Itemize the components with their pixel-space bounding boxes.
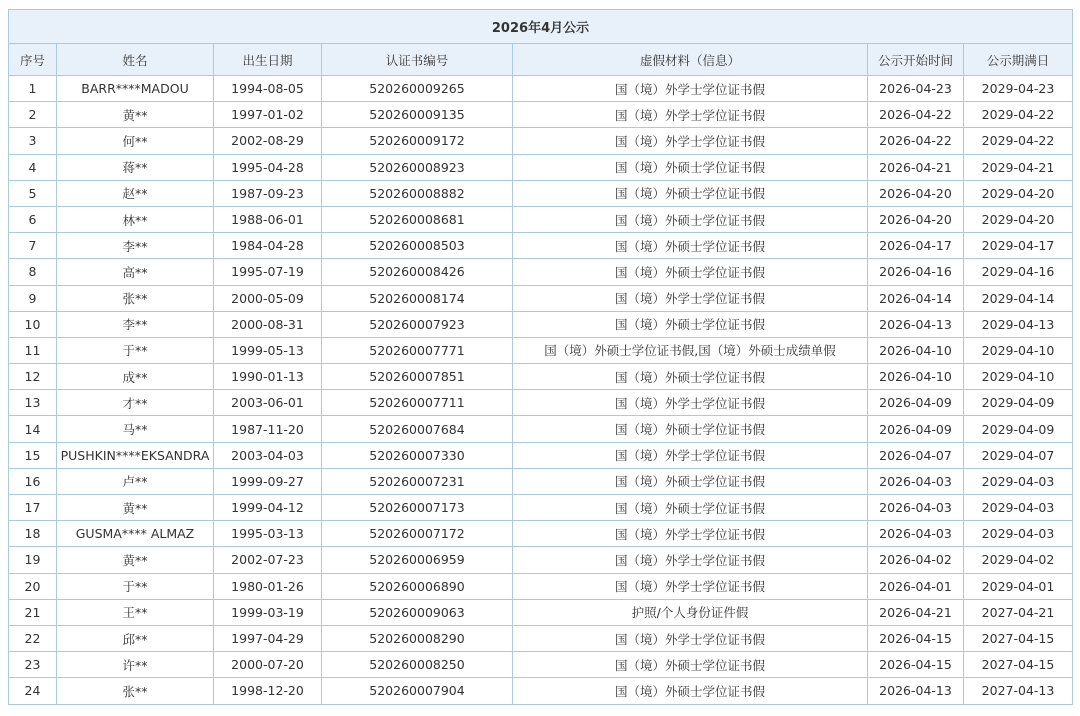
cell-birthdate: 2002-07-23 [214,547,322,573]
table-row [9,495,1073,521]
cell-start-date: 2026-04-10 [868,337,964,363]
table-row [9,573,1073,599]
table-row [9,599,1073,625]
cell-index: 11 [9,337,57,363]
cell-false-material: 国（境）外学士学位证书假 [513,76,868,102]
cell-certificate-number: 520260008882 [322,180,513,206]
cell-end-date: 2029-04-20 [964,206,1073,232]
cell-index: 4 [9,154,57,180]
cell-birthdate: 1997-04-29 [214,625,322,651]
cell-index: 8 [9,259,57,285]
cell-birthdate: 1984-04-28 [214,233,322,259]
cell-end-date: 2029-04-09 [964,416,1073,442]
cell-index: 17 [9,495,57,521]
cell-birthdate: 1987-09-23 [214,180,322,206]
table-body [9,76,1073,705]
cell-index: 13 [9,390,57,416]
cell-start-date: 2026-04-09 [868,416,964,442]
column-header-start-date: 公示开始时间 [868,44,964,76]
cell-index: 5 [9,180,57,206]
cell-birthdate: 1995-07-19 [214,259,322,285]
cell-start-date: 2026-04-23 [868,76,964,102]
cell-name: 黄** [57,495,214,521]
cell-index: 14 [9,416,57,442]
cell-birthdate: 1997-01-02 [214,102,322,128]
cell-name: 许** [57,652,214,678]
cell-start-date: 2026-04-14 [868,285,964,311]
cell-name: 于** [57,573,214,599]
cell-end-date: 2029-04-17 [964,233,1073,259]
cell-birthdate: 1999-05-13 [214,337,322,363]
cell-false-material: 国（境）外学士学位证书假 [513,442,868,468]
cell-certificate-number: 520260008250 [322,652,513,678]
cell-false-material: 国（境）外学士学位证书假 [513,625,868,651]
table-row [9,390,1073,416]
cell-certificate-number: 520260006890 [322,573,513,599]
cell-birthdate: 2003-06-01 [214,390,322,416]
cell-start-date: 2026-04-17 [868,233,964,259]
cell-certificate-number: 520260008681 [322,206,513,232]
cell-false-material: 国（境）外学士学位证书假 [513,128,868,154]
table-row [9,233,1073,259]
cell-start-date: 2026-04-20 [868,206,964,232]
cell-index: 6 [9,206,57,232]
column-header-certificate-number: 认证书编号 [322,44,513,76]
cell-birthdate: 2002-08-29 [214,128,322,154]
cell-start-date: 2026-04-13 [868,311,964,337]
cell-start-date: 2026-04-15 [868,625,964,651]
cell-false-material: 护照/个人身份证件假 [513,599,868,625]
cell-certificate-number: 520260007851 [322,364,513,390]
cell-certificate-number: 520260009265 [322,76,513,102]
cell-birthdate: 1990-01-13 [214,364,322,390]
cell-name: 张** [57,678,214,704]
cell-end-date: 2029-04-07 [964,442,1073,468]
cell-end-date: 2029-04-10 [964,364,1073,390]
cell-false-material: 国（境）外硕士学位证书假 [513,468,868,494]
cell-birthdate: 1994-08-05 [214,76,322,102]
cell-false-material: 国（境）外硕士学位证书假 [513,154,868,180]
cell-certificate-number: 520260007771 [322,337,513,363]
cell-start-date: 2026-04-16 [868,259,964,285]
cell-index: 23 [9,652,57,678]
column-header-end-date: 公示期满日 [964,44,1073,76]
table-row [9,625,1073,651]
cell-false-material: 国（境）外学士学位证书假 [513,573,868,599]
cell-end-date: 2027-04-13 [964,678,1073,704]
cell-false-material: 国（境）外硕士学位证书假 [513,311,868,337]
cell-name: 成** [57,364,214,390]
cell-false-material: 国（境）外硕士学位证书假 [513,652,868,678]
table-row [9,416,1073,442]
cell-name: 张** [57,285,214,311]
notice-table-container [8,9,1072,705]
cell-certificate-number: 520260006959 [322,547,513,573]
table-row [9,311,1073,337]
cell-start-date: 2026-04-22 [868,128,964,154]
table-row [9,337,1073,363]
cell-end-date: 2029-04-03 [964,495,1073,521]
cell-start-date: 2026-04-21 [868,599,964,625]
cell-false-material: 国（境）外学士学位证书假 [513,102,868,128]
cell-certificate-number: 520260009063 [322,599,513,625]
table-row [9,128,1073,154]
cell-birthdate: 2000-07-20 [214,652,322,678]
cell-certificate-number: 520260009172 [322,128,513,154]
cell-index: 12 [9,364,57,390]
cell-index: 7 [9,233,57,259]
cell-name: 高** [57,259,214,285]
table-row [9,180,1073,206]
cell-certificate-number: 520260007231 [322,468,513,494]
table-caption-row [9,10,1073,44]
table-row [9,76,1073,102]
column-header-name: 姓名 [57,44,214,76]
cell-name: BARR****MADOU [57,76,214,102]
cell-end-date: 2027-04-15 [964,652,1073,678]
cell-start-date: 2026-04-03 [868,495,964,521]
table-caption: 2026年4月公示 [9,10,1073,44]
cell-start-date: 2026-04-15 [868,652,964,678]
cell-certificate-number: 520260007172 [322,521,513,547]
cell-false-material: 国（境）外硕士学位证书假 [513,180,868,206]
cell-name: 蒋** [57,154,214,180]
table-header-row [9,44,1073,76]
table-row [9,678,1073,704]
cell-index: 18 [9,521,57,547]
cell-index: 15 [9,442,57,468]
cell-start-date: 2026-04-10 [868,364,964,390]
cell-start-date: 2026-04-22 [868,102,964,128]
cell-start-date: 2026-04-07 [868,442,964,468]
cell-name: 于** [57,337,214,363]
cell-end-date: 2029-04-23 [964,76,1073,102]
cell-false-material: 国（境）外硕士学位证书假 [513,495,868,521]
cell-false-material: 国（境）外学士学位证书假 [513,285,868,311]
cell-birthdate: 1995-04-28 [214,154,322,180]
cell-start-date: 2026-04-02 [868,547,964,573]
cell-start-date: 2026-04-13 [868,678,964,704]
cell-end-date: 2029-04-14 [964,285,1073,311]
cell-birthdate: 1999-04-12 [214,495,322,521]
cell-name: 林** [57,206,214,232]
cell-birthdate: 1999-09-27 [214,468,322,494]
cell-name: PUSHKIN****EKSANDRA [57,442,214,468]
cell-name: 李** [57,233,214,259]
table-row [9,285,1073,311]
cell-start-date: 2026-04-20 [868,180,964,206]
cell-start-date: 2026-04-21 [868,154,964,180]
cell-name: 才** [57,390,214,416]
cell-name: 卢** [57,468,214,494]
cell-certificate-number: 520260008923 [322,154,513,180]
cell-false-material: 国（境）外硕士学位证书假 [513,416,868,442]
cell-false-material: 国（境）外硕士学位证书假 [513,206,868,232]
cell-name: 邱** [57,625,214,651]
cell-index: 20 [9,573,57,599]
cell-false-material: 国（境）外硕士学位证书假 [513,678,868,704]
cell-end-date: 2027-04-15 [964,625,1073,651]
cell-birthdate: 1999-03-19 [214,599,322,625]
cell-certificate-number: 520260007923 [322,311,513,337]
cell-end-date: 2027-04-21 [964,599,1073,625]
table-row [9,102,1073,128]
cell-end-date: 2029-04-16 [964,259,1073,285]
cell-name: 马** [57,416,214,442]
cell-index: 10 [9,311,57,337]
notice-table [8,9,1073,705]
cell-end-date: 2029-04-22 [964,128,1073,154]
cell-index: 16 [9,468,57,494]
cell-birthdate: 1987-11-20 [214,416,322,442]
cell-certificate-number: 520260007173 [322,495,513,521]
cell-certificate-number: 520260008290 [322,625,513,651]
table-row [9,259,1073,285]
cell-certificate-number: 520260008426 [322,259,513,285]
cell-false-material: 国（境）外学士学位证书假 [513,390,868,416]
cell-birthdate: 1995-03-13 [214,521,322,547]
cell-certificate-number: 520260007330 [322,442,513,468]
cell-name: 赵** [57,180,214,206]
table-row [9,154,1073,180]
cell-index: 1 [9,76,57,102]
cell-birthdate: 1980-01-26 [214,573,322,599]
table-row [9,468,1073,494]
cell-index: 19 [9,547,57,573]
cell-certificate-number: 520260009135 [322,102,513,128]
cell-index: 9 [9,285,57,311]
cell-index: 3 [9,128,57,154]
cell-start-date: 2026-04-01 [868,573,964,599]
cell-name: 何** [57,128,214,154]
cell-certificate-number: 520260007904 [322,678,513,704]
table-row [9,547,1073,573]
cell-birthdate: 1998-12-20 [214,678,322,704]
cell-end-date: 2029-04-20 [964,180,1073,206]
cell-index: 2 [9,102,57,128]
cell-false-material: 国（境）外硕士学位证书假 [513,364,868,390]
column-header-birthdate: 出生日期 [214,44,322,76]
cell-start-date: 2026-04-03 [868,521,964,547]
cell-name: 黄** [57,547,214,573]
column-header-false-material: 虚假材料（信息） [513,44,868,76]
cell-false-material: 国（境）外学士学位证书假 [513,521,868,547]
table-row [9,442,1073,468]
table-row [9,206,1073,232]
cell-end-date: 2029-04-01 [964,573,1073,599]
cell-end-date: 2029-04-03 [964,521,1073,547]
cell-end-date: 2029-04-21 [964,154,1073,180]
cell-end-date: 2029-04-10 [964,337,1073,363]
cell-certificate-number: 520260007684 [322,416,513,442]
cell-birthdate: 2003-04-03 [214,442,322,468]
cell-false-material: 国（境）外硕士学位证书假,国（境）外硕士成绩单假 [513,337,868,363]
column-header-index: 序号 [9,44,57,76]
cell-index: 24 [9,678,57,704]
cell-false-material: 国（境）外硕士学位证书假 [513,233,868,259]
table-row [9,521,1073,547]
cell-certificate-number: 520260007711 [322,390,513,416]
cell-certificate-number: 520260008174 [322,285,513,311]
table-row [9,652,1073,678]
cell-start-date: 2026-04-09 [868,390,964,416]
cell-name: 王** [57,599,214,625]
cell-end-date: 2029-04-09 [964,390,1073,416]
cell-index: 21 [9,599,57,625]
cell-end-date: 2029-04-22 [964,102,1073,128]
cell-certificate-number: 520260008503 [322,233,513,259]
cell-birthdate: 1988-06-01 [214,206,322,232]
cell-false-material: 国（境）外硕士学位证书假 [513,259,868,285]
table-row [9,364,1073,390]
cell-index: 22 [9,625,57,651]
cell-end-date: 2029-04-02 [964,547,1073,573]
cell-name: 李** [57,311,214,337]
cell-name: GUSMA**** ALMAZ [57,521,214,547]
cell-false-material: 国（境）外学士学位证书假 [513,547,868,573]
cell-end-date: 2029-04-13 [964,311,1073,337]
cell-birthdate: 2000-08-31 [214,311,322,337]
cell-start-date: 2026-04-03 [868,468,964,494]
cell-birthdate: 2000-05-09 [214,285,322,311]
cell-name: 黄** [57,102,214,128]
cell-end-date: 2029-04-03 [964,468,1073,494]
